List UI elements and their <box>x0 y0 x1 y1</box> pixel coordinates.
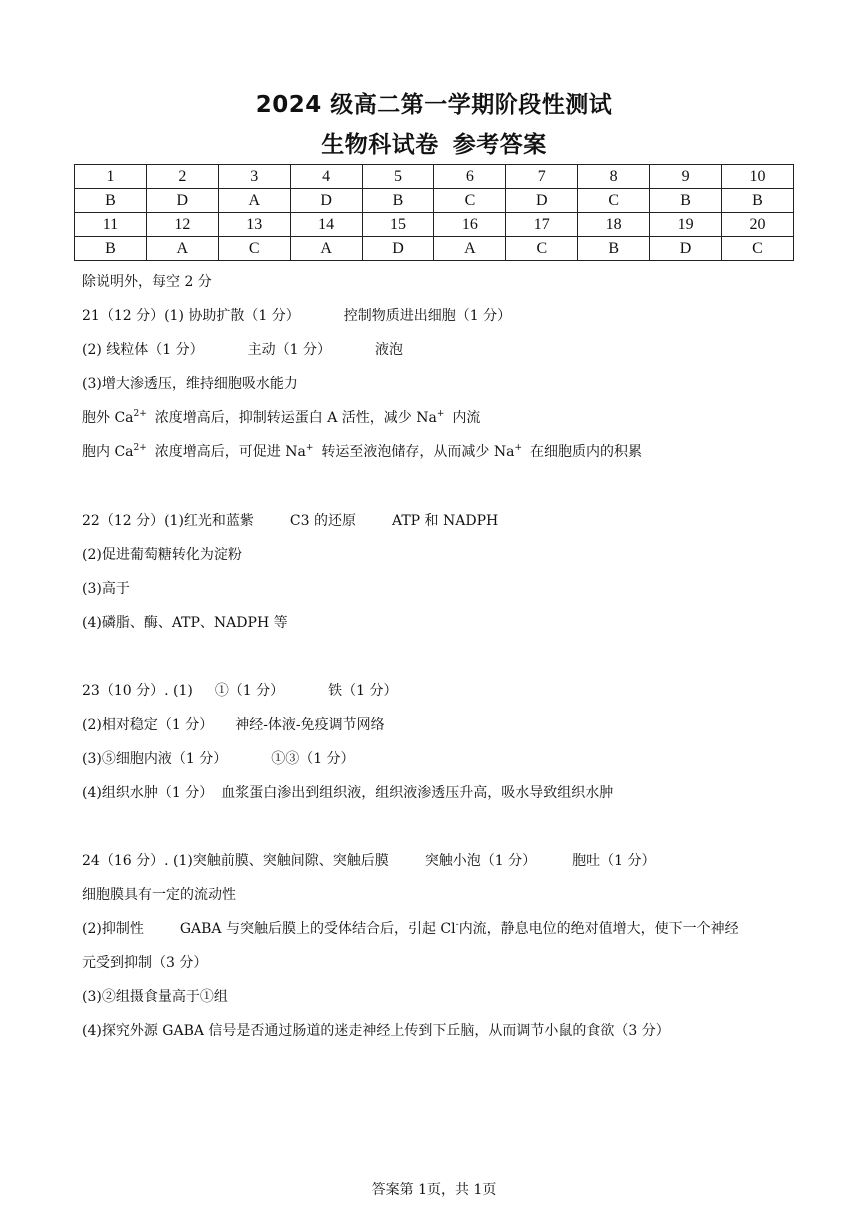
q22-line-3: (3)高于 <box>82 581 130 597</box>
q24-line-2: 细胞膜具有一定的流动性 <box>82 887 236 903</box>
q21-line-5 <box>82 443 642 461</box>
page-title: 2024 级高二第一学期阶段性测试 <box>255 92 613 118</box>
table-cell: 8 <box>578 165 650 189</box>
q22-part1-b: C3 的还原 <box>289 513 356 529</box>
q24-line-5: (3)②组摄食量高于①组 <box>82 989 228 1005</box>
q24-part1: 24（16 分）. (1)突触前膜、突触间隙、突触后膜 <box>82 853 389 869</box>
subtitle-answer-key: 参考答案 <box>452 132 547 158</box>
q21-line-3: (3)增大渗透压，维持细胞吸水能力 <box>82 376 298 392</box>
table-cell: A <box>146 237 218 261</box>
page-subtitle <box>0 126 868 159</box>
table-cell: 6 <box>434 165 506 189</box>
q21-text: 浓度增高后，抑制转运蛋白 A 活性，减少 Na <box>154 410 437 426</box>
table-cell: C <box>578 189 650 213</box>
table-cell: 20 <box>722 213 794 237</box>
q21-text: 胞外 Ca <box>82 410 134 426</box>
table-cell: B <box>578 237 650 261</box>
table-cell: 17 <box>506 213 578 237</box>
table-cell: 14 <box>290 213 362 237</box>
q23-line-1 <box>82 682 398 700</box>
table-cell: 15 <box>362 213 434 237</box>
q21-line-4 <box>82 409 480 427</box>
subtitle-subject: 生物科试卷 <box>321 132 439 158</box>
q22-line-2: (2)促进葡萄糖转化为淀粉 <box>82 547 242 563</box>
q22-part1: 22（12 分）(1)红光和蓝紫 <box>82 513 254 529</box>
table-row-answers-2 <box>75 237 794 261</box>
table-cell: 16 <box>434 213 506 237</box>
q21-line-2 <box>82 341 403 359</box>
q24-part1-b: 突触小泡（1 分） <box>424 853 537 869</box>
q23-part1: 23（10 分）. (1) <box>82 683 193 699</box>
q23-line-3 <box>82 750 355 768</box>
page-footer: 答案第 1页，共 1页 <box>371 1182 497 1198</box>
table-cell: B <box>362 189 434 213</box>
table-row-numbers-1 <box>75 165 794 189</box>
q24-line-1 <box>82 852 656 870</box>
q22-line-1 <box>82 512 498 530</box>
answer-table <box>74 164 794 261</box>
table-cell: B <box>75 237 147 261</box>
q21-text: 浓度增高后，可促进 Na <box>154 444 306 460</box>
q24-line-6: (4)探究外源 GABA 信号是否通过肠道的迷走神经上传到下丘脑，从而调节小鼠的食欲（3 分） <box>82 1023 670 1039</box>
table-cell: 1 <box>75 165 147 189</box>
table-cell: 5 <box>362 165 434 189</box>
table-cell: D <box>362 237 434 261</box>
superscript: 2+ <box>133 443 147 453</box>
table-cell: B <box>650 189 722 213</box>
q21-part1-b: 控制物质进出细胞（1 分） <box>343 308 512 324</box>
q21-line-1 <box>82 307 511 325</box>
table-cell: 7 <box>506 165 578 189</box>
q23-part1-c: 铁（1 分） <box>328 683 398 699</box>
table-cell: B <box>75 189 147 213</box>
q24-line-4: 元受到抑制（3 分） <box>82 955 208 971</box>
table-row-answers-1 <box>75 189 794 213</box>
table-cell: D <box>290 189 362 213</box>
q23-part3: (3)⑤细胞内液（1 分） <box>82 751 228 767</box>
q21-text: 转运至液泡储存，从而减少 Na <box>321 444 515 460</box>
table-cell: D <box>650 237 722 261</box>
superscript: + <box>514 443 522 453</box>
q24-part2: (2)抑制性 <box>82 921 144 937</box>
table-cell: 4 <box>290 165 362 189</box>
q21-text: 内流 <box>452 410 481 426</box>
table-cell: 18 <box>578 213 650 237</box>
q21-text: 在细胞质内的积累 <box>529 444 642 460</box>
superscript: - <box>455 920 459 930</box>
table-cell: 2 <box>146 165 218 189</box>
q22-line-4: (4)磷脂、酶、ATP、NADPH 等 <box>82 615 288 631</box>
superscript: + <box>305 443 314 453</box>
q21-part2: (2) 线粒体（1 分） <box>82 342 204 358</box>
q21-part2-b: 主动（1 分） <box>247 342 331 358</box>
q23-part4-b: 血浆蛋白渗出到组织液，组织液渗透压升高，吸水导致组织水肿 <box>221 785 614 801</box>
table-cell: C <box>218 237 290 261</box>
q21-part1: 21（12 分）(1) 协助扩散（1 分） <box>82 308 300 324</box>
table-cell: D <box>146 189 218 213</box>
table-cell: 12 <box>146 213 218 237</box>
q23-part4: (4)组织水肿（1 分） <box>82 785 214 801</box>
q21-text: 胞内 Ca <box>82 444 134 460</box>
q23-part2: (2)相对稳定（1 分） <box>82 717 214 733</box>
table-cell: 10 <box>722 165 794 189</box>
table-cell: 13 <box>218 213 290 237</box>
table-cell: 3 <box>218 165 290 189</box>
q21-part2-c: 液泡 <box>375 342 403 358</box>
q23-line-4 <box>82 784 613 802</box>
q23-part2-b: 神经-体液-免疫调节网络 <box>235 717 385 733</box>
q24-part2-c: 内流，静息电位的绝对值增大，使下一个神经 <box>458 921 739 937</box>
q23-part1-b: ①（1 分） <box>214 683 285 699</box>
superscript: + <box>436 409 445 419</box>
superscript: 2+ <box>133 409 147 419</box>
table-cell: C <box>434 189 506 213</box>
q24-part2-b: GABA 与突触后膜上的受体结合后，引起 Cl <box>179 921 456 937</box>
table-cell: A <box>434 237 506 261</box>
table-cell: C <box>506 237 578 261</box>
q24-part1-c: 胞吐（1 分） <box>572 853 656 869</box>
table-cell: D <box>506 189 578 213</box>
table-cell: 19 <box>650 213 722 237</box>
q22-part1-c: ATP 和 NADPH <box>392 513 499 529</box>
table-cell: C <box>722 237 794 261</box>
table-row-numbers-2 <box>75 213 794 237</box>
table-cell: A <box>218 189 290 213</box>
table-cell: A <box>290 237 362 261</box>
scoring-note: 除说明外，每空 2 分 <box>82 274 212 290</box>
q23-line-2 <box>82 716 385 734</box>
table-cell: 11 <box>75 213 147 237</box>
table-cell: 9 <box>650 165 722 189</box>
q23-part3-b: ①③（1 分） <box>271 751 355 767</box>
q24-line-3 <box>82 920 739 938</box>
table-cell: B <box>722 189 794 213</box>
